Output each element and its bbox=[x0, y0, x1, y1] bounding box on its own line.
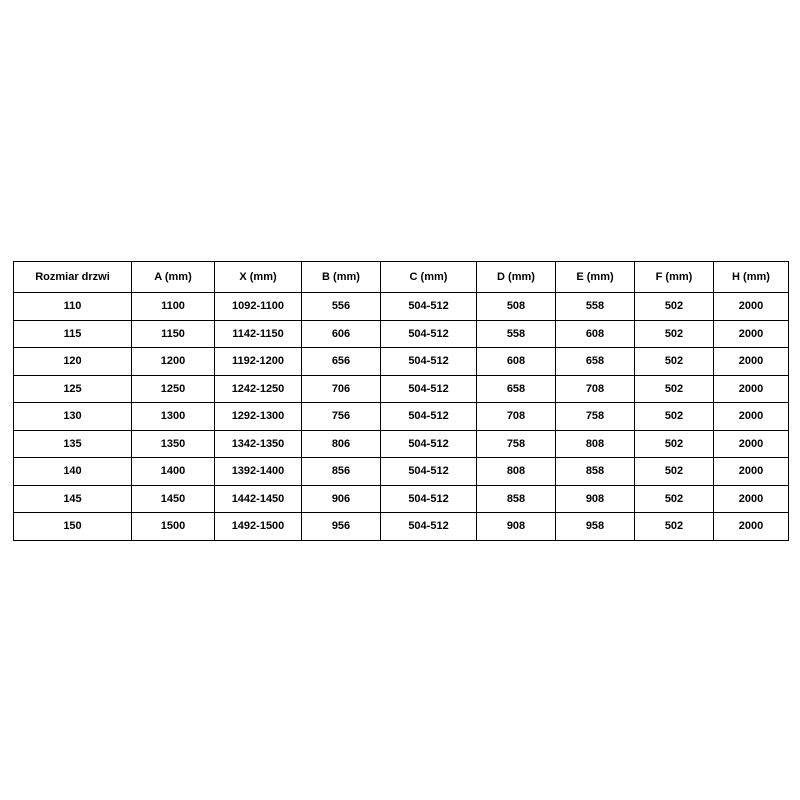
cell-size: 110 bbox=[14, 293, 132, 321]
cell-b: 706 bbox=[302, 375, 381, 403]
cell-f: 502 bbox=[635, 348, 714, 376]
cell-h: 2000 bbox=[714, 293, 789, 321]
cell-e: 608 bbox=[556, 320, 635, 348]
cell-e: 758 bbox=[556, 403, 635, 431]
column-header-e: E (mm) bbox=[556, 262, 635, 293]
column-header-b: B (mm) bbox=[302, 262, 381, 293]
cell-d: 758 bbox=[477, 430, 556, 458]
cell-x: 1292-1300 bbox=[215, 403, 302, 431]
table-row bbox=[14, 320, 789, 348]
cell-d: 658 bbox=[477, 375, 556, 403]
cell-x: 1242-1250 bbox=[215, 375, 302, 403]
cell-x: 1192-1200 bbox=[215, 348, 302, 376]
cell-size: 120 bbox=[14, 348, 132, 376]
cell-e: 558 bbox=[556, 293, 635, 321]
cell-c: 504-512 bbox=[381, 458, 477, 486]
cell-h: 2000 bbox=[714, 375, 789, 403]
column-header-d: D (mm) bbox=[477, 262, 556, 293]
cell-d: 908 bbox=[477, 513, 556, 541]
cell-size: 150 bbox=[14, 513, 132, 541]
cell-x: 1342-1350 bbox=[215, 430, 302, 458]
column-header-x: X (mm) bbox=[215, 262, 302, 293]
cell-b: 906 bbox=[302, 485, 381, 513]
cell-size: 135 bbox=[14, 430, 132, 458]
cell-d: 608 bbox=[477, 348, 556, 376]
cell-e: 708 bbox=[556, 375, 635, 403]
cell-a: 1350 bbox=[132, 430, 215, 458]
column-header-size: Rozmiar drzwi bbox=[14, 262, 132, 293]
table-row bbox=[14, 348, 789, 376]
table-row bbox=[14, 293, 789, 321]
cell-x: 1492-1500 bbox=[215, 513, 302, 541]
cell-size: 125 bbox=[14, 375, 132, 403]
cell-x: 1442-1450 bbox=[215, 485, 302, 513]
column-header-a: A (mm) bbox=[132, 262, 215, 293]
cell-a: 1250 bbox=[132, 375, 215, 403]
cell-f: 502 bbox=[635, 375, 714, 403]
cell-h: 2000 bbox=[714, 403, 789, 431]
cell-c: 504-512 bbox=[381, 320, 477, 348]
cell-x: 1092-1100 bbox=[215, 293, 302, 321]
table-row bbox=[14, 513, 789, 541]
cell-size: 145 bbox=[14, 485, 132, 513]
cell-b: 756 bbox=[302, 403, 381, 431]
cell-c: 504-512 bbox=[381, 293, 477, 321]
cell-f: 502 bbox=[635, 513, 714, 541]
cell-f: 502 bbox=[635, 430, 714, 458]
cell-c: 504-512 bbox=[381, 375, 477, 403]
size-table-container bbox=[13, 261, 788, 541]
cell-f: 502 bbox=[635, 320, 714, 348]
cell-h: 2000 bbox=[714, 513, 789, 541]
table-row bbox=[14, 430, 789, 458]
cell-size: 115 bbox=[14, 320, 132, 348]
cell-h: 2000 bbox=[714, 430, 789, 458]
cell-x: 1392-1400 bbox=[215, 458, 302, 486]
table-row bbox=[14, 403, 789, 431]
cell-e: 658 bbox=[556, 348, 635, 376]
cell-c: 504-512 bbox=[381, 485, 477, 513]
cell-a: 1200 bbox=[132, 348, 215, 376]
table-header-row bbox=[14, 262, 789, 293]
cell-d: 808 bbox=[477, 458, 556, 486]
cell-a: 1150 bbox=[132, 320, 215, 348]
column-header-c: C (mm) bbox=[381, 262, 477, 293]
cell-b: 806 bbox=[302, 430, 381, 458]
cell-c: 504-512 bbox=[381, 348, 477, 376]
cell-a: 1400 bbox=[132, 458, 215, 486]
cell-e: 858 bbox=[556, 458, 635, 486]
cell-x: 1142-1150 bbox=[215, 320, 302, 348]
cell-d: 558 bbox=[477, 320, 556, 348]
column-header-h: H (mm) bbox=[714, 262, 789, 293]
cell-a: 1100 bbox=[132, 293, 215, 321]
cell-c: 504-512 bbox=[381, 430, 477, 458]
table-header bbox=[14, 262, 789, 293]
cell-b: 556 bbox=[302, 293, 381, 321]
cell-e: 958 bbox=[556, 513, 635, 541]
cell-b: 606 bbox=[302, 320, 381, 348]
cell-h: 2000 bbox=[714, 485, 789, 513]
table-row bbox=[14, 458, 789, 486]
cell-h: 2000 bbox=[714, 348, 789, 376]
column-header-f: F (mm) bbox=[635, 262, 714, 293]
door-size-table bbox=[13, 261, 789, 541]
cell-h: 2000 bbox=[714, 458, 789, 486]
cell-b: 656 bbox=[302, 348, 381, 376]
table-row bbox=[14, 485, 789, 513]
cell-d: 858 bbox=[477, 485, 556, 513]
cell-f: 502 bbox=[635, 458, 714, 486]
cell-a: 1500 bbox=[132, 513, 215, 541]
cell-a: 1300 bbox=[132, 403, 215, 431]
table-row bbox=[14, 375, 789, 403]
cell-f: 502 bbox=[635, 293, 714, 321]
cell-f: 502 bbox=[635, 403, 714, 431]
cell-a: 1450 bbox=[132, 485, 215, 513]
cell-b: 856 bbox=[302, 458, 381, 486]
cell-h: 2000 bbox=[714, 320, 789, 348]
cell-f: 502 bbox=[635, 485, 714, 513]
cell-e: 808 bbox=[556, 430, 635, 458]
cell-e: 908 bbox=[556, 485, 635, 513]
cell-c: 504-512 bbox=[381, 513, 477, 541]
table-body bbox=[14, 293, 789, 541]
cell-d: 508 bbox=[477, 293, 556, 321]
cell-size: 140 bbox=[14, 458, 132, 486]
cell-size: 130 bbox=[14, 403, 132, 431]
cell-d: 708 bbox=[477, 403, 556, 431]
cell-c: 504-512 bbox=[381, 403, 477, 431]
cell-b: 956 bbox=[302, 513, 381, 541]
